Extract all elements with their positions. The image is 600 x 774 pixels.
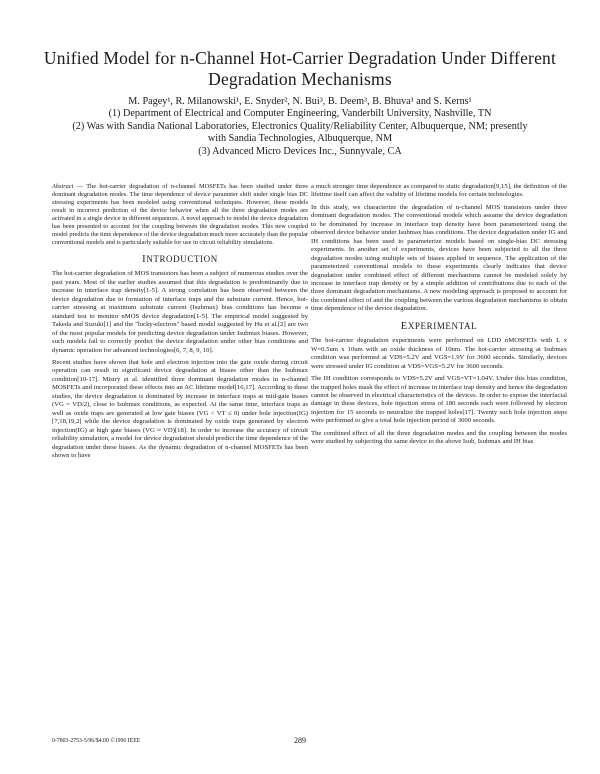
abstract-body: — The hot-carrier degradation of n-channel MOSFETs has been studied under three dominant degradation modes. The time dependence of device parameter shift under single bias DC stressing experiments has been modeled using conventional techniques. However, these models result in incorrect prediction of the device behavior when all the three degradation modes are activated in a single device in different sequences. A novel approach to model the device degradation has been presented to account for the coupling between the degradation modes. This new coupled model predicts the time dependence of the device degradation much more accurately than the popular conventional models and is particularly suitable for use in circuit reliability simulations. (52, 183, 308, 246)
abstract (52, 183, 308, 247)
affiliation-1: (1) Department of Electrical and Computer Engineering, Vanderbilt University, Nashville, TN (108, 108, 492, 120)
title-line-2: Degradation Mechanisms (208, 69, 392, 89)
right-column (311, 183, 567, 451)
copyright-line: 0-7803-2753-5/96/$4.00 ©1996 IEEE (52, 738, 141, 744)
experimental-paragraph-3: The combined effect of all the three degradation modes and the coupling between the modes were studied by subjecting the same device to the above Isub, Isubmax and IH bias (311, 429, 567, 446)
intro-paragraph-4: In this study, we characterize the degradation of n-channel MOS transistors under three dominant degradation modes. The conventional models which assume the device degradation to be dominated by increase in interface trap density have been parameterized using the observed device behavior under Isubmax bias conditions. The device degradation under IG and IH conditions has been used to parameterize models based on single-bias DC stressing experiments. In another set of experiments, devices have been subjected to all the three degradation modes using multiple sets of biases applied in sequence. The application of the parameterized conventional models to these experiments clearly indicates that device degradation under combined effect of different mechanisms cannot be modeled solely by increase in interface trap density or by a simple addition of contributions due to each of the three dominant degradation mechanisms. A new modeling approach is proposed to account for the combined effect of and the coupling between the various degradation mechanisms to obtain time dependence of the device degradation. (311, 203, 567, 313)
paper-title (40, 48, 560, 90)
experimental-paragraph-2: The IH condition corresponds to VDS=5.2V and VGS=VT=1.04V. Under this bias condition, the trapped holes mask the effect of increase in interface trap density and hence the degradation cannot be observed in electrical characteristics of the devices. In order to expose the interfacial damage in these devices, hole injection stress of 180 seconds each were followed by electron injection for 15 seconds to neutralize the trapped holes[17]. Twenty such hole injection steps were performed to give a total hole injection period of 3600 seconds. (311, 375, 567, 425)
experimental-paragraph-1: The hot-carrier degradation experiments were performed on LDD nMOSFETs with L x W=0.5um x 10um with an oxide thickness of 10nm. The hot-carrier stressing at Isubmax condition was performed at VDS=5.2V and VGS=1.9V for 3600 seconds. Similarly, devices were stressed under IG condition at VDS=VGS=5.2V for 3600 seconds. (311, 337, 567, 370)
affiliation-2a: (2) Was with Sandia National Laboratories, Electronics Quality/Reliability Center, Albuquerque, NM; presently (72, 120, 528, 132)
intro-paragraph-2: Recent studies have shown that hole and electron injection into the gate oxide during circuit operation can result in significant device degradation at biases other than the Isubmax condition[10-17]. Mistry et al. identified three dominant degradation modes in n-channel MOSFETs and incorporated these effects into an AC lifetime model[16,17]. According to these studies, the device degradation is dominated by increase in interface traps at mid-gate biases (VG = VD/2), close to Isubmax conditions, as expected. At the same time, interface traps as well as oxide traps are generated at low gate biases (VG < VT ≤ 0) under hole injection(IG)[7,18,19,2] while the device degradation is dominated by oxide traps generated by electron injection(IG) at high gate biases (VG ≈ VD)[18]. In order to increase the accuracy of circuit reliability simulation, a model for device degradation should predict the time dependence of the degradation under these biases. As the dynamic degradation of n-channel MOSFETs has been shown to have (52, 358, 308, 459)
title-line-1: Unified Model for n-Channel Hot-Carrier Degradation Under Different (43, 48, 557, 68)
affiliation-2b: with Sandia Technologies, Albuquerque, NM (207, 133, 393, 145)
intro-paragraph-3: a much stronger time dependence as compared to static degradation[9,15], the definition of the lifetime itself can affect the validity of lifetime models for certain technologies. (311, 183, 567, 199)
left-column (52, 183, 308, 464)
author-names: M. Pagey¹, R. Milanowski¹, E. Snyder², N. Bui³, B. Deem³, B. Bhuva¹ and S. Kerns¹ (128, 96, 472, 107)
abstract-label: Abstract (52, 183, 74, 190)
section-heading-introduction: INTRODUCTION (142, 254, 218, 265)
page-number: 289 (294, 736, 306, 745)
author-block (20, 96, 580, 158)
section-heading-experimental: EXPERIMENTAL (400, 320, 478, 332)
intro-paragraph-1: The hot-carrier degradation of MOS transistors has been a subject of numerous studies over the past years. Most of the earlier studies assumed that this degradation is predominantly due to increase in interface trap density[1-5]. A strong correlation has been observed between the device degradation due to formation of interface traps and the substrate current. Hence, hot-carrier stressing at maximum substrate current (Isubmax) bias conditions has become a standard test to monitor nMOS device degradation[1-5]. The empirical model suggested by Takeda and Suzuki[1] and the "lucky-electron" based model suggested by Hu et al.[2] are two of the most popular models for predicting device degradation under Isubmax biases. However, such models fail to correctly predict the device degradation under other bias conditions and dynamic operation for advanced technologies[6, 7, 8, 9, 10]. (52, 270, 308, 354)
affiliation-3: (3) Advanced Micro Devices Inc., Sunnyvale, CA (198, 145, 402, 157)
